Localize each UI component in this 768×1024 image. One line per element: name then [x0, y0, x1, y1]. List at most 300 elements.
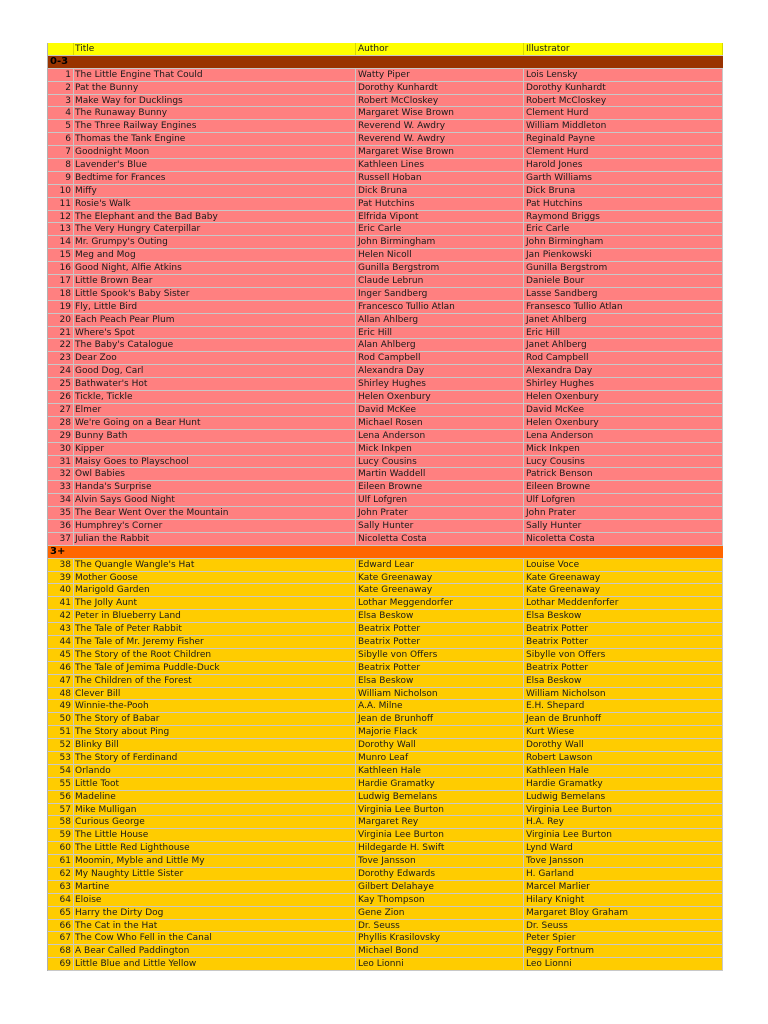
title-cell[interactable]: The Baby's Catalogue: [74, 339, 356, 351]
illustrator-cell[interactable]: John Prater: [524, 507, 723, 519]
author-cell[interactable]: Michael Rosen: [356, 417, 524, 429]
row-number-cell[interactable]: 11: [48, 198, 74, 210]
illustrator-cell[interactable]: Dorothy Wall: [524, 739, 723, 751]
row-number-cell[interactable]: 3: [48, 95, 74, 107]
author-cell[interactable]: Eric Carle: [356, 223, 524, 235]
author-cell[interactable]: Claude Lebrun: [356, 275, 524, 287]
illustrator-cell[interactable]: Kate Greenaway: [524, 572, 723, 584]
table-row: [48, 468, 723, 481]
title-cell[interactable]: Mike Mulligan: [74, 804, 356, 816]
title-cell[interactable]: Meg and Mog: [74, 249, 356, 261]
title-cell[interactable]: Little Brown Bear: [74, 275, 356, 287]
author-cell[interactable]: Beatrix Potter: [356, 636, 524, 648]
illustrator-cell[interactable]: Patrick Benson: [524, 468, 723, 480]
title-cell[interactable]: Fly, Little Bird: [74, 301, 356, 313]
illustrator-cell[interactable]: Dick Bruna: [524, 185, 723, 197]
row-number-cell[interactable]: 68: [48, 945, 74, 957]
illustrator-cell[interactable]: Dorothy Kunhardt: [524, 82, 723, 94]
table-row: [48, 700, 723, 713]
author-cell[interactable]: Lucy Cousins: [356, 456, 524, 468]
illustrator-cell[interactable]: William Middleton: [524, 120, 723, 132]
row-number-cell[interactable]: 59: [48, 829, 74, 841]
table-row: [48, 791, 723, 804]
title-cell[interactable]: Tickle, Tickle: [74, 391, 356, 403]
illustrator-cell[interactable]: Leo Lionni: [524, 958, 723, 970]
row-number-cell[interactable]: 13: [48, 223, 74, 235]
author-cell[interactable]: Virginia Lee Burton: [356, 829, 524, 841]
title-cell[interactable]: Little Toot: [74, 778, 356, 790]
section-fill-cell: [524, 546, 723, 558]
title-cell[interactable]: Lavender's Blue: [74, 159, 356, 171]
row-number-cell[interactable]: 7: [48, 146, 74, 158]
illustrator-cell[interactable]: Virginia Lee Burton: [524, 829, 723, 841]
row-number-cell[interactable]: 60: [48, 842, 74, 854]
author-cell[interactable]: Mick Inkpen: [356, 443, 524, 455]
title-cell[interactable]: Marigold Garden: [74, 584, 356, 596]
illustrator-cell[interactable]: David McKee: [524, 404, 723, 416]
row-number-cell[interactable]: 14: [48, 236, 74, 248]
illustrator-cell[interactable]: Elsa Beskow: [524, 610, 723, 622]
author-cell[interactable]: Majorie Flack: [356, 726, 524, 738]
illustrator-cell[interactable]: H.A. Rey: [524, 816, 723, 828]
title-cell[interactable]: Julian the Rabbit: [74, 533, 356, 545]
illustrator-cell[interactable]: Louise Voce: [524, 559, 723, 571]
illustrator-cell[interactable]: Clement Hurd: [524, 146, 723, 158]
illustrator-cell[interactable]: Peggy Fortnum: [524, 945, 723, 957]
author-cell[interactable]: Elfrida Vipont: [356, 211, 524, 223]
illustrator-cell[interactable]: John Birmingham: [524, 236, 723, 248]
header-title[interactable]: Title: [74, 43, 356, 55]
title-cell[interactable]: Goodnight Moon: [74, 146, 356, 158]
row-number-cell[interactable]: 19: [48, 301, 74, 313]
title-cell[interactable]: Alvin Says Good Night: [74, 494, 356, 506]
illustrator-cell[interactable]: E.H. Shepard: [524, 700, 723, 712]
illustrator-cell[interactable]: Clement Hurd: [524, 107, 723, 119]
row-number-cell[interactable]: 56: [48, 791, 74, 803]
illustrator-cell[interactable]: Nicoletta Costa: [524, 533, 723, 545]
row-number-cell[interactable]: 20: [48, 314, 74, 326]
title-cell[interactable]: Handa's Surprise: [74, 481, 356, 493]
illustrator-cell[interactable]: Helen Oxenbury: [524, 391, 723, 403]
row-number-cell[interactable]: 29: [48, 430, 74, 442]
title-cell[interactable]: The Story of the Root Children: [74, 649, 356, 661]
row-number-cell[interactable]: 21: [48, 327, 74, 339]
row-number-cell[interactable]: 51: [48, 726, 74, 738]
title-cell[interactable]: The Little House: [74, 829, 356, 841]
author-cell[interactable]: Leo Lionni: [356, 958, 524, 970]
author-cell[interactable]: Tove Jansson: [356, 855, 524, 867]
author-cell[interactable]: Margaret Wise Brown: [356, 107, 524, 119]
row-number-cell[interactable]: 17: [48, 275, 74, 287]
row-number-cell[interactable]: 25: [48, 378, 74, 390]
row-number-cell[interactable]: 30: [48, 443, 74, 455]
illustrator-cell[interactable]: Sally Hunter: [524, 520, 723, 532]
illustrator-cell[interactable]: Kathleen Hale: [524, 765, 723, 777]
row-number-cell[interactable]: 36: [48, 520, 74, 532]
table-row: [48, 958, 723, 971]
author-cell[interactable]: Shirley Hughes: [356, 378, 524, 390]
row-number-cell[interactable]: 31: [48, 456, 74, 468]
illustrator-cell[interactable]: Dr. Seuss: [524, 920, 723, 932]
row-number-cell[interactable]: 58: [48, 816, 74, 828]
table-row: [48, 584, 723, 597]
row-number-cell[interactable]: 55: [48, 778, 74, 790]
row-number-cell[interactable]: 5: [48, 120, 74, 132]
author-cell[interactable]: Reverend W. Awdry: [356, 133, 524, 145]
row-number-cell[interactable]: 49: [48, 700, 74, 712]
illustrator-cell[interactable]: Garth Williams: [524, 172, 723, 184]
row-number-cell[interactable]: 41: [48, 597, 74, 609]
illustrator-cell[interactable]: Lena Anderson: [524, 430, 723, 442]
row-number-cell[interactable]: 22: [48, 339, 74, 351]
illustrator-cell[interactable]: Beatrix Potter: [524, 662, 723, 674]
title-cell[interactable]: Kipper: [74, 443, 356, 455]
author-cell[interactable]: Allan Ahlberg: [356, 314, 524, 326]
title-cell[interactable]: Orlando: [74, 765, 356, 777]
illustrator-cell[interactable]: Pat Hutchins: [524, 198, 723, 210]
author-cell[interactable]: Margaret Rey: [356, 816, 524, 828]
title-cell[interactable]: The Little Engine That Could: [74, 69, 356, 81]
author-cell[interactable]: Dorothy Kunhardt: [356, 82, 524, 94]
title-cell[interactable]: Owl Babies: [74, 468, 356, 480]
row-number-cell[interactable]: 52: [48, 739, 74, 751]
row-number-cell[interactable]: 66: [48, 920, 74, 932]
row-number-cell[interactable]: 48: [48, 688, 74, 700]
row-number-cell[interactable]: 23: [48, 352, 74, 364]
table-row: [48, 855, 723, 868]
author-cell[interactable]: Nicoletta Costa: [356, 533, 524, 545]
row-number-cell[interactable]: 2: [48, 82, 74, 94]
title-cell[interactable]: Harry the Dirty Dog: [74, 907, 356, 919]
table-row: [48, 288, 723, 301]
title-cell[interactable]: My Naughty Little Sister: [74, 868, 356, 880]
illustrator-cell[interactable]: Robert Lawson: [524, 752, 723, 764]
row-number-cell[interactable]: 1: [48, 69, 74, 81]
author-cell[interactable]: Reverend W. Awdry: [356, 120, 524, 132]
row-number-cell[interactable]: 38: [48, 559, 74, 571]
title-cell[interactable]: Maisy Goes to Playschool: [74, 456, 356, 468]
title-cell[interactable]: The Story about Ping: [74, 726, 356, 738]
section-label[interactable]: 0-3: [50, 55, 69, 67]
author-cell[interactable]: Kathleen Hale: [356, 765, 524, 777]
row-number-cell[interactable]: 8: [48, 159, 74, 171]
title-cell[interactable]: The Cat in the Hat: [74, 920, 356, 932]
title-cell[interactable]: The Three Railway Engines: [74, 120, 356, 132]
illustrator-cell[interactable]: Sibylle von Offers: [524, 649, 723, 661]
author-cell[interactable]: Dick Bruna: [356, 185, 524, 197]
author-cell[interactable]: Gunilla Bergstrom: [356, 262, 524, 274]
row-number-cell[interactable]: 43: [48, 623, 74, 635]
title-cell[interactable]: The Elephant and the Bad Baby: [74, 211, 356, 223]
row-number-cell[interactable]: 47: [48, 675, 74, 687]
title-cell[interactable]: Winnie-the-Pooh: [74, 700, 356, 712]
author-cell[interactable]: Sally Hunter: [356, 520, 524, 532]
illustrator-cell[interactable]: Ulf Lofgren: [524, 494, 723, 506]
title-cell[interactable]: The Runaway Bunny: [74, 107, 356, 119]
title-cell[interactable]: Little Blue and Little Yellow: [74, 958, 356, 970]
illustrator-cell[interactable]: Rod Campbell: [524, 352, 723, 364]
row-number-cell[interactable]: 61: [48, 855, 74, 867]
table-row: [48, 713, 723, 726]
illustrator-cell[interactable]: Beatrix Potter: [524, 636, 723, 648]
title-cell[interactable]: The Story of Ferdinand: [74, 752, 356, 764]
author-cell[interactable]: Francesco Tullio Atlan: [356, 301, 524, 313]
author-cell[interactable]: Dorothy Wall: [356, 739, 524, 751]
row-number-cell[interactable]: 67: [48, 932, 74, 944]
illustrator-cell[interactable]: Elsa Beskow: [524, 675, 723, 687]
row-number-cell[interactable]: 65: [48, 907, 74, 919]
author-cell[interactable]: Alan Ahlberg: [356, 339, 524, 351]
title-cell[interactable]: Blinky Bill: [74, 739, 356, 751]
section-header-row: [48, 546, 723, 559]
title-cell[interactable]: We're Going on a Bear Hunt: [74, 417, 356, 429]
illustrator-cell[interactable]: Eric Carle: [524, 223, 723, 235]
author-cell[interactable]: John Prater: [356, 507, 524, 519]
row-number-cell[interactable]: 57: [48, 804, 74, 816]
title-cell[interactable]: Clever Bill: [74, 688, 356, 700]
title-cell[interactable]: Mother Goose: [74, 572, 356, 584]
table-row: [48, 172, 723, 185]
author-cell[interactable]: Eric Hill: [356, 327, 524, 339]
row-number-cell[interactable]: 18: [48, 288, 74, 300]
illustrator-cell[interactable]: Lois Lensky: [524, 69, 723, 81]
row-number-cell[interactable]: 45: [48, 649, 74, 661]
title-cell[interactable]: Good Dog, Carl: [74, 365, 356, 377]
illustrator-cell[interactable]: Reginald Payne: [524, 133, 723, 145]
row-number-cell[interactable]: 42: [48, 610, 74, 622]
author-cell[interactable]: Munro Leaf: [356, 752, 524, 764]
illustrator-cell[interactable]: Harold Jones: [524, 159, 723, 171]
illustrator-cell[interactable]: Lynd Ward: [524, 842, 723, 854]
illustrator-cell[interactable]: Gunilla Bergstrom: [524, 262, 723, 274]
author-cell[interactable]: Sibylle von Offers: [356, 649, 524, 661]
illustrator-cell[interactable]: Shirley Hughes: [524, 378, 723, 390]
author-cell[interactable]: Ulf Lofgren: [356, 494, 524, 506]
table-row: [48, 507, 723, 520]
row-number-cell[interactable]: 32: [48, 468, 74, 480]
row-number-cell[interactable]: 44: [48, 636, 74, 648]
illustrator-cell[interactable]: Janet Ahlberg: [524, 314, 723, 326]
title-cell[interactable]: The Tale of Mr. Jeremy Fisher: [74, 636, 356, 648]
author-cell[interactable]: Virginia Lee Burton: [356, 804, 524, 816]
title-cell[interactable]: The Quangle Wangle's Hat: [74, 559, 356, 571]
author-cell[interactable]: Helen Oxenbury: [356, 391, 524, 403]
illustrator-cell[interactable]: Jan Pienkowski: [524, 249, 723, 261]
title-cell[interactable]: Curious George: [74, 816, 356, 828]
title-cell[interactable]: The Tale of Peter Rabbit: [74, 623, 356, 635]
title-cell[interactable]: Make Way for Ducklings: [74, 95, 356, 107]
row-number-cell[interactable]: 50: [48, 713, 74, 725]
author-cell[interactable]: A.A. Milne: [356, 700, 524, 712]
illustrator-cell[interactable]: Virginia Lee Burton: [524, 804, 723, 816]
row-number-cell[interactable]: 69: [48, 958, 74, 970]
title-cell[interactable]: Mr. Grumpy's Outing: [74, 236, 356, 248]
table-row: [48, 327, 723, 340]
illustrator-cell[interactable]: Mick Inkpen: [524, 443, 723, 455]
illustrator-cell[interactable]: Beatrix Potter: [524, 623, 723, 635]
row-number-cell[interactable]: 4: [48, 107, 74, 119]
author-cell[interactable]: Russell Hoban: [356, 172, 524, 184]
author-cell[interactable]: Dr. Seuss: [356, 920, 524, 932]
title-cell[interactable]: Martine: [74, 881, 356, 893]
row-number-cell[interactable]: 53: [48, 752, 74, 764]
title-cell[interactable]: Bedtime for Frances: [74, 172, 356, 184]
title-cell[interactable]: Eloise: [74, 894, 356, 906]
row-number-cell[interactable]: 54: [48, 765, 74, 777]
author-cell[interactable]: Edward Lear: [356, 559, 524, 571]
row-number-cell[interactable]: 35: [48, 507, 74, 519]
title-cell[interactable]: The Cow Who Fell in the Canal: [74, 932, 356, 944]
illustrator-cell[interactable]: Lothar Meddenforfer: [524, 597, 723, 609]
author-cell[interactable]: Alexandra Day: [356, 365, 524, 377]
author-cell[interactable]: Phyllis Krasilovsky: [356, 932, 524, 944]
author-cell[interactable]: Martin Waddell: [356, 468, 524, 480]
title-cell[interactable]: Rosie's Walk: [74, 198, 356, 210]
illustrator-cell[interactable]: Helen Oxenbury: [524, 417, 723, 429]
row-number-cell[interactable]: 26: [48, 391, 74, 403]
header-illustrator[interactable]: Illustrator: [524, 43, 723, 55]
title-cell[interactable]: Elmer: [74, 404, 356, 416]
illustrator-cell[interactable]: Kurt Wiese: [524, 726, 723, 738]
title-cell[interactable]: Each Peach Pear Plum: [74, 314, 356, 326]
author-cell[interactable]: Beatrix Potter: [356, 662, 524, 674]
row-number-cell[interactable]: 34: [48, 494, 74, 506]
title-cell[interactable]: Good Night, Alfie Atkins: [74, 262, 356, 274]
title-cell[interactable]: The Bear Went Over the Mountain: [74, 507, 356, 519]
row-number-cell[interactable]: 64: [48, 894, 74, 906]
illustrator-cell[interactable]: Hardie Gramatky: [524, 778, 723, 790]
title-cell[interactable]: Pat the Bunny: [74, 82, 356, 94]
illustrator-cell[interactable]: Eileen Browne: [524, 481, 723, 493]
author-cell[interactable]: Ludwig Bemelans: [356, 791, 524, 803]
author-cell[interactable]: Dorothy Edwards: [356, 868, 524, 880]
title-cell[interactable]: Dear Zoo: [74, 352, 356, 364]
author-cell[interactable]: Elsa Beskow: [356, 610, 524, 622]
illustrator-cell[interactable]: Ludwig Bemelans: [524, 791, 723, 803]
title-cell[interactable]: Madeline: [74, 791, 356, 803]
title-cell[interactable]: Bunny Bath: [74, 430, 356, 442]
author-cell[interactable]: Inger Sandberg: [356, 288, 524, 300]
illustrator-cell[interactable]: William Nicholson: [524, 688, 723, 700]
table-row: [48, 894, 723, 907]
illustrator-cell[interactable]: H. Garland: [524, 868, 723, 880]
row-number-cell[interactable]: 39: [48, 572, 74, 584]
author-cell[interactable]: Beatrix Potter: [356, 623, 524, 635]
title-cell[interactable]: The Jolly Aunt: [74, 597, 356, 609]
row-number-cell[interactable]: 10: [48, 185, 74, 197]
illustrator-cell[interactable]: Kate Greenaway: [524, 584, 723, 596]
title-cell[interactable]: A Bear Called Paddington: [74, 945, 356, 957]
title-cell[interactable]: Humphrey's Corner: [74, 520, 356, 532]
author-cell[interactable]: Pat Hutchins: [356, 198, 524, 210]
illustrator-cell[interactable]: Jean de Brunhoff: [524, 713, 723, 725]
illustrator-cell[interactable]: Margaret Bloy Graham: [524, 907, 723, 919]
author-cell[interactable]: Eileen Browne: [356, 481, 524, 493]
illustrator-cell[interactable]: Raymond Briggs: [524, 211, 723, 223]
title-cell[interactable]: The Children of the Forest: [74, 675, 356, 687]
author-cell[interactable]: Jean de Brunhoff: [356, 713, 524, 725]
author-cell[interactable]: Margaret Wise Brown: [356, 146, 524, 158]
section-fill-cell: [74, 546, 356, 558]
author-cell[interactable]: Lena Anderson: [356, 430, 524, 442]
illustrator-cell[interactable]: Hilary Knight: [524, 894, 723, 906]
author-cell[interactable]: Kay Thompson: [356, 894, 524, 906]
row-number-cell[interactable]: 63: [48, 881, 74, 893]
author-cell[interactable]: Kathleen Lines: [356, 159, 524, 171]
author-cell[interactable]: Kate Greenaway: [356, 572, 524, 584]
table-row: [48, 82, 723, 95]
title-cell[interactable]: Miffy: [74, 185, 356, 197]
author-cell[interactable]: William Nicholson: [356, 688, 524, 700]
author-cell[interactable]: Rod Campbell: [356, 352, 524, 364]
author-cell[interactable]: Gilbert Delahaye: [356, 881, 524, 893]
illustrator-cell[interactable]: Daniele Bour: [524, 275, 723, 287]
illustrator-cell[interactable]: Fransesco Tullio Atlan: [524, 301, 723, 313]
row-number-cell[interactable]: 40: [48, 584, 74, 596]
row-number-cell[interactable]: 15: [48, 249, 74, 261]
title-cell[interactable]: The Little Red Lighthouse: [74, 842, 356, 854]
illustrator-cell[interactable]: Peter Spier: [524, 932, 723, 944]
title-cell[interactable]: Thomas the Tank Engine: [74, 133, 356, 145]
author-cell[interactable]: Lothar Meggendorfer: [356, 597, 524, 609]
title-cell[interactable]: The Tale of Jemima Puddle-Duck: [74, 662, 356, 674]
table-row: [48, 198, 723, 211]
author-cell[interactable]: Kate Greenaway: [356, 584, 524, 596]
row-number-cell[interactable]: 24: [48, 365, 74, 377]
row-number-cell[interactable]: 6: [48, 133, 74, 145]
author-cell[interactable]: Michael Bond: [356, 945, 524, 957]
title-cell[interactable]: Peter in Blueberry Land: [74, 610, 356, 622]
illustrator-cell[interactable]: Lasse Sandberg: [524, 288, 723, 300]
author-cell[interactable]: Hildegarde H. Swift: [356, 842, 524, 854]
row-number-cell[interactable]: 62: [48, 868, 74, 880]
title-cell[interactable]: The Story of Babar: [74, 713, 356, 725]
title-cell[interactable]: Little Spook's Baby Sister: [74, 288, 356, 300]
illustrator-cell[interactable]: Lucy Cousins: [524, 456, 723, 468]
row-number-cell[interactable]: 12: [48, 211, 74, 223]
row-number-cell[interactable]: 9: [48, 172, 74, 184]
illustrator-cell[interactable]: Janet Ahlberg: [524, 339, 723, 351]
header-author[interactable]: Author: [356, 43, 524, 55]
author-cell[interactable]: Watty Piper: [356, 69, 524, 81]
row-number-cell[interactable]: 27: [48, 404, 74, 416]
illustrator-cell[interactable]: Eric Hill: [524, 327, 723, 339]
title-cell[interactable]: The Very Hungry Caterpillar: [74, 223, 356, 235]
row-number-cell[interactable]: 16: [48, 262, 74, 274]
author-cell[interactable]: Elsa Beskow: [356, 675, 524, 687]
illustrator-cell[interactable]: Robert McCloskey: [524, 95, 723, 107]
row-number-cell[interactable]: 33: [48, 481, 74, 493]
author-cell[interactable]: Robert McCloskey: [356, 95, 524, 107]
author-cell[interactable]: Helen Nicoll: [356, 249, 524, 261]
table-row: [48, 739, 723, 752]
table-row: [48, 456, 723, 469]
illustrator-cell[interactable]: Alexandra Day: [524, 365, 723, 377]
row-number-cell[interactable]: 46: [48, 662, 74, 674]
title-cell[interactable]: Moomin, Myble and Little My: [74, 855, 356, 867]
author-cell[interactable]: John Birmingham: [356, 236, 524, 248]
illustrator-cell[interactable]: Marcel Marlier: [524, 881, 723, 893]
section-label[interactable]: 3+: [50, 545, 66, 557]
author-cell[interactable]: David McKee: [356, 404, 524, 416]
title-cell[interactable]: Where's Spot: [74, 327, 356, 339]
row-number-cell[interactable]: 37: [48, 533, 74, 545]
title-cell[interactable]: Bathwater's Hot: [74, 378, 356, 390]
author-cell[interactable]: Gene Zion: [356, 907, 524, 919]
illustrator-cell[interactable]: Tove Jansson: [524, 855, 723, 867]
row-number-cell[interactable]: 28: [48, 417, 74, 429]
author-cell[interactable]: Hardie Gramatky: [356, 778, 524, 790]
